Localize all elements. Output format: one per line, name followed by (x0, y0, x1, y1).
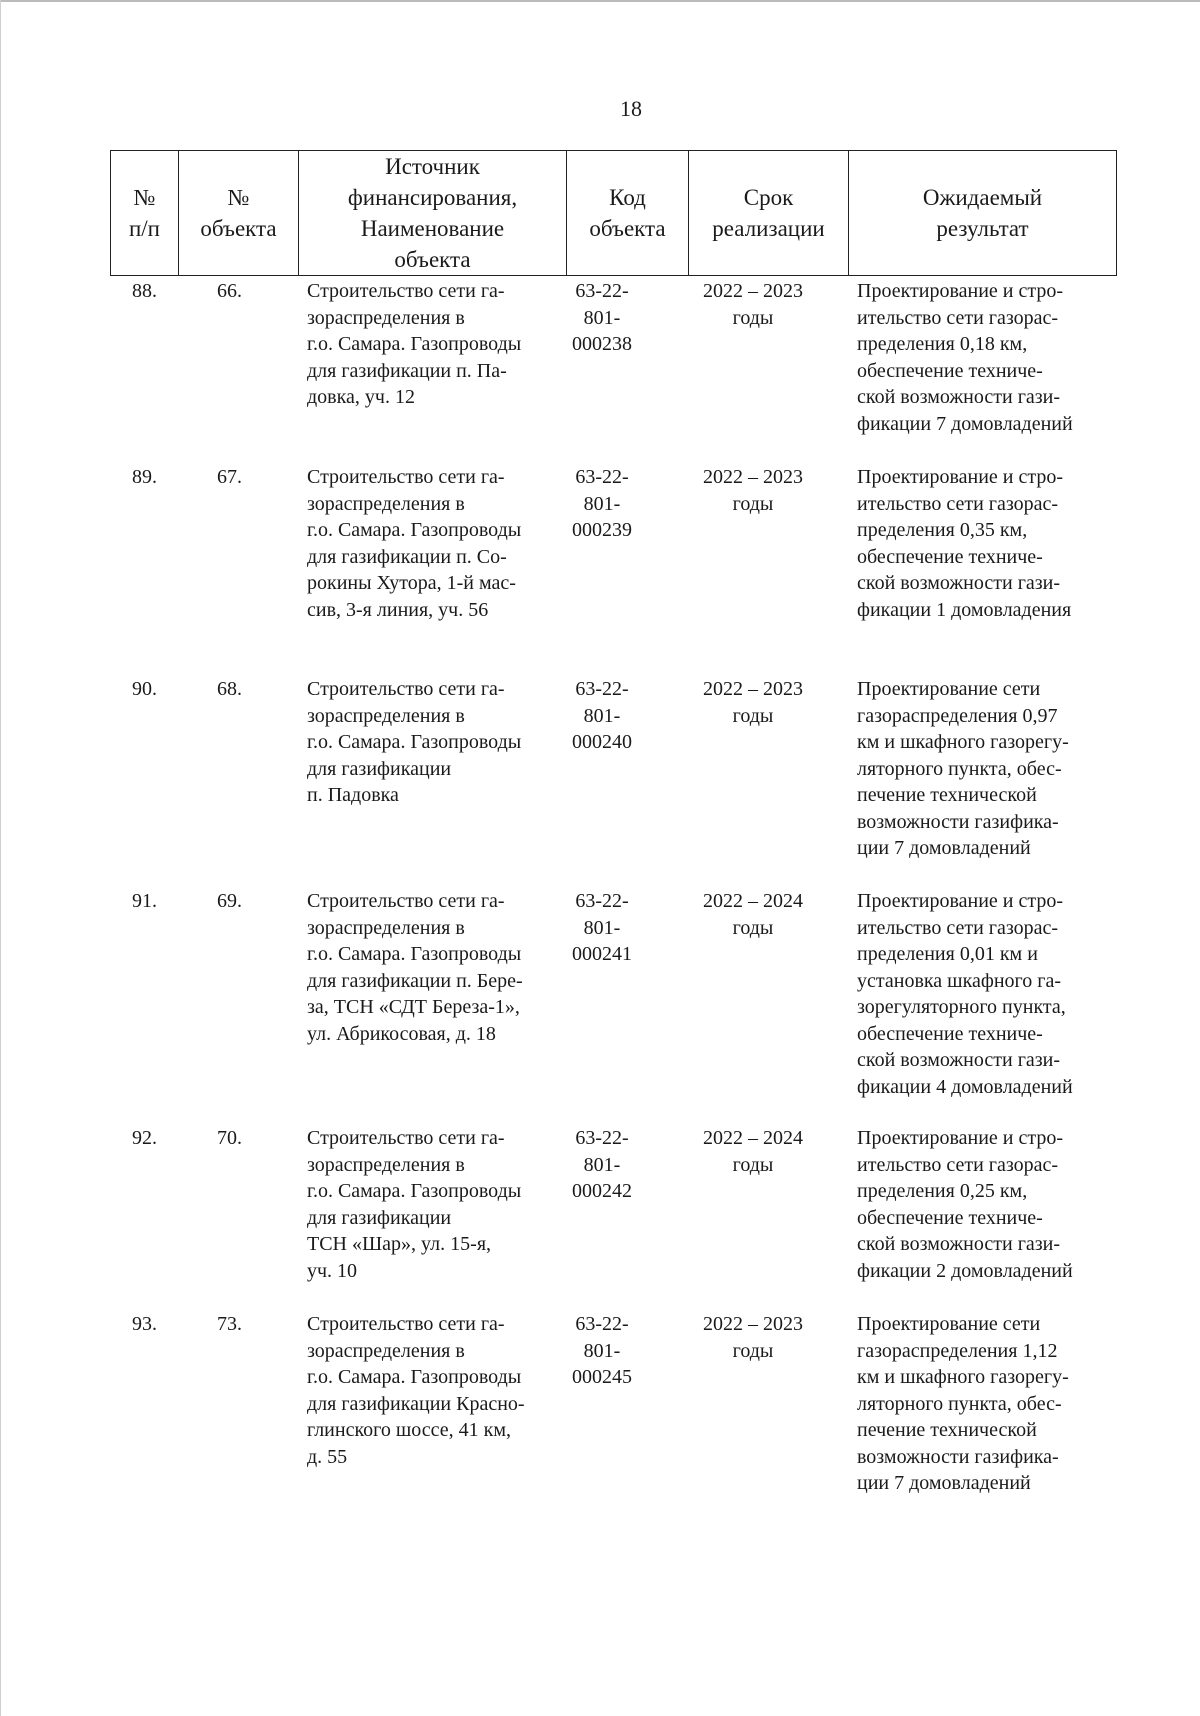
row-object-code: 63-22- 801- 000245 (572, 1313, 632, 1388)
row-term: 2022 – 2024 годы (703, 1127, 803, 1176)
row-expected-result: Проектирование и стро- ительство сети газорас- пределения 0,25 км, обеспечение техниче- ской возможности гази- фикации 2 домовладений (857, 1127, 1073, 1282)
row-object-code: 63-22- 801- 000242 (572, 1127, 632, 1202)
row-term: 2022 – 2023 годы (703, 466, 803, 515)
row-term: 2022 – 2024 годы (703, 890, 803, 939)
header-source: Источник финансирования, Наименование объекта (299, 151, 567, 276)
header-result: Ожидаемый результат (849, 151, 1117, 276)
row-expected-result: Проектирование и стро- ительство сети газорас- пределения 0,18 км, обеспечение техниче- ской возможности гази- фикации 7 домовладений (857, 280, 1073, 435)
row-expected-result: Проектирование сети газораспределения 0,97 км и шкафного газорегу- ляторного пункта, обес- печение технической возможности газифика- ции 7 домовладений (857, 678, 1069, 859)
page-number: 18 (620, 96, 642, 121)
row-object-name: Строительство сети га- зораспределения в г.о. Самара. Газопроводы для газификации п. Со- рокины Хутора, 1-й мас- сив, 3-я линия, уч. 56 (307, 466, 522, 621)
header-object-no: № объекта (179, 151, 299, 276)
row-object-number: 69. (217, 890, 242, 912)
row-number: 92. (132, 1127, 157, 1149)
row-term: 2022 – 2023 годы (703, 678, 803, 727)
row-object-number: 70. (217, 1127, 242, 1149)
row-expected-result: Проектирование и стро- ительство сети газорас- пределения 0,35 км, обеспечение техниче- ской возможности гази- фикации 1 домовладения (857, 466, 1072, 621)
row-object-code: 63-22- 801- 000240 (572, 678, 632, 753)
row-expected-result: Проектирование сети газораспределения 1,12 км и шкафного газорегу- ляторного пункта, обес- печение технической возможности газифика- ции 7 домовладений (857, 1313, 1069, 1494)
table-header (110, 150, 1117, 276)
scan-left-edge (0, 0, 1, 1716)
row-object-number: 73. (217, 1313, 242, 1335)
row-expected-result: Проектирование и стро- ительство сети газорас- пределения 0,01 км и установка шкафного га- зорегуляторного пункта, обеспечение техниче- ской возможности гази- фикации 4 домовладений (857, 890, 1073, 1098)
row-term: 2022 – 2023 годы (703, 1313, 803, 1362)
row-object-name: Строительство сети га- зораспределения в г.о. Самара. Газопроводы для газификации п. Падовка (307, 678, 522, 806)
row-object-name: Строительство сети га- зораспределения в г.о. Самара. Газопроводы для газификации Красно- глинского шоссе, 41 км, д. 55 (307, 1313, 525, 1468)
row-object-name: Строительство сети га- зораспределения в г.о. Самара. Газопроводы для газификации п. Бере- за, ТСН «СДТ Береза-1», ул. Абрикосовая, д. 18 (307, 890, 523, 1045)
row-number: 90. (132, 678, 157, 700)
scan-top-edge (0, 0, 1200, 2)
row-term: 2022 – 2023 годы (703, 280, 803, 329)
row-object-number: 68. (217, 678, 242, 700)
row-number: 93. (132, 1313, 157, 1335)
row-number: 91. (132, 890, 157, 912)
header-no: № п/п (111, 151, 179, 276)
row-object-code: 63-22- 801- 000241 (572, 890, 632, 965)
header-term: Срок реализации (689, 151, 849, 276)
row-object-code: 63-22- 801- 000239 (572, 466, 632, 541)
row-object-code: 63-22- 801- 000238 (572, 280, 632, 355)
row-number: 88. (132, 280, 157, 302)
header-code: Код объекта (567, 151, 689, 276)
row-object-name: Строительство сети га- зораспределения в г.о. Самара. Газопроводы для газификации ТСН «Шар», ул. 15-я, уч. 10 (307, 1127, 522, 1282)
row-object-name: Строительство сети га- зораспределения в г.о. Самара. Газопроводы для газификации п. Па- довка, уч. 12 (307, 280, 522, 408)
row-object-number: 66. (217, 280, 242, 302)
row-number: 89. (132, 466, 157, 488)
row-object-number: 67. (217, 466, 242, 488)
